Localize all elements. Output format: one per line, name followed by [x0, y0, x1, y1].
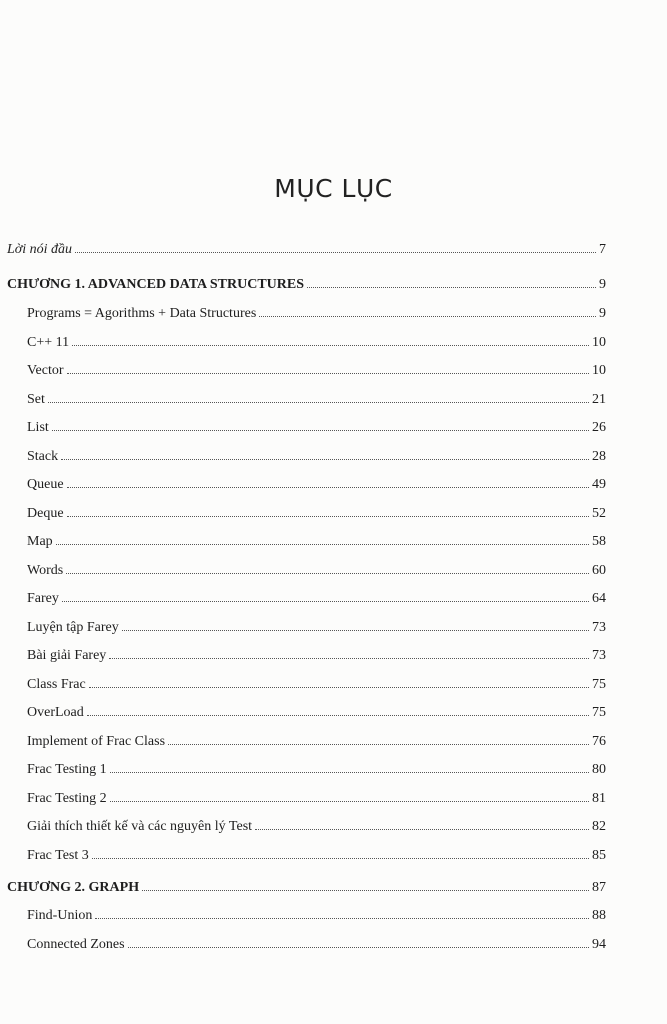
toc-entry[interactable] — [27, 416, 606, 436]
toc-entry-label: Luyện tập Farey — [27, 619, 119, 635]
toc-page-number: 10 — [592, 363, 606, 378]
toc-entry[interactable] — [27, 787, 606, 807]
toc-entry-label: Map — [27, 534, 53, 549]
toc-entry[interactable] — [27, 815, 606, 835]
dot-leader — [168, 730, 589, 745]
dot-leader — [62, 587, 589, 602]
toc-entry-label: Class Frac — [27, 676, 86, 692]
toc-entry[interactable] — [27, 331, 606, 351]
dot-leader — [110, 758, 589, 773]
toc-entry-label: Giải thích thiết kế và các nguyên lý Test — [27, 819, 253, 834]
toc-page-number: 82 — [592, 819, 606, 834]
dot-leader — [66, 559, 589, 574]
toc-entry-preface[interactable] — [7, 238, 606, 258]
toc-page-number: 76 — [592, 733, 606, 749]
dot-leader — [109, 644, 589, 659]
toc-page-number: 73 — [592, 648, 606, 663]
toc-entry-label: List — [27, 420, 49, 435]
toc-entry-label: Vector — [27, 363, 64, 378]
toc-chapter-label: CHƯƠNG 1. ADVANCED DATA STRUCTURES — [7, 277, 305, 292]
toc-entry[interactable] — [27, 359, 606, 379]
toc-page-number: 81 — [592, 790, 606, 806]
toc-page-number: 21 — [592, 391, 606, 407]
toc-entry-label: C++ 11 — [27, 334, 70, 350]
toc-page-number: 58 — [592, 534, 606, 549]
toc-chapter-1[interactable] — [7, 273, 606, 293]
toc-entry-label: Implement of Frac Class — [27, 733, 166, 749]
dot-leader — [56, 530, 589, 545]
toc-page-number: 49 — [592, 477, 606, 492]
dot-leader — [128, 933, 589, 948]
toc-entry-label: Stack — [27, 448, 59, 464]
toc-entry-label: Set — [27, 391, 45, 407]
dot-leader — [89, 673, 589, 688]
toc-entry[interactable] — [27, 730, 606, 750]
toc-page-number: 52 — [592, 505, 606, 521]
toc-entry-label: Find-Union — [27, 908, 93, 923]
toc-chapter-label: CHƯƠNG 2. GRAPH — [7, 880, 140, 895]
toc-entry-label: OverLoad — [27, 705, 84, 720]
dot-leader — [67, 473, 589, 488]
toc-entry[interactable] — [27, 933, 606, 953]
toc-entry[interactable] — [27, 445, 606, 465]
page-title: MỤC LỤC — [274, 174, 393, 203]
toc-entry[interactable] — [27, 644, 606, 664]
toc-entry[interactable] — [27, 673, 606, 693]
toc-entry[interactable] — [27, 302, 606, 322]
dot-leader — [92, 844, 589, 859]
toc-entry-label: Deque — [27, 505, 64, 521]
toc-entry-label: Lời nói đầu — [7, 242, 73, 257]
dot-leader — [259, 302, 596, 317]
dot-leader — [61, 445, 589, 460]
dot-leader — [67, 359, 589, 374]
dot-leader — [52, 416, 589, 431]
dot-leader — [307, 273, 596, 288]
toc-entry[interactable] — [27, 844, 606, 864]
toc-page-number: 10 — [592, 334, 606, 350]
toc-page-number: 28 — [592, 448, 606, 464]
toc-chapter-2[interactable] — [7, 876, 606, 896]
toc-entry-label: Farey — [27, 591, 59, 606]
toc-entry-label: Frac Test 3 — [27, 847, 89, 863]
toc-page-number: 88 — [592, 908, 606, 923]
dot-leader — [48, 388, 589, 403]
toc-entry-label: Bài giải Farey — [27, 648, 107, 663]
toc-entry[interactable] — [27, 502, 606, 522]
dot-leader — [87, 701, 589, 716]
dot-leader — [142, 876, 589, 891]
toc-entry[interactable] — [27, 388, 606, 408]
toc-page-number: 9 — [599, 277, 606, 292]
toc-entry-label: Words — [27, 562, 64, 578]
toc-entry[interactable] — [27, 701, 606, 721]
toc-page-number: 75 — [592, 705, 606, 720]
dot-leader — [72, 331, 589, 346]
toc-entry-label: Frac Testing 1 — [27, 762, 107, 777]
toc-entry[interactable] — [27, 616, 606, 636]
toc-page-number: 60 — [592, 562, 606, 578]
toc-page-number: 64 — [592, 591, 606, 606]
toc-entry[interactable] — [27, 904, 606, 924]
dot-leader — [110, 787, 589, 802]
dot-leader — [67, 502, 589, 517]
toc-entry[interactable] — [27, 587, 606, 607]
toc-entry-label: Programs = Agorithms + Data Structures — [27, 306, 257, 321]
toc-entry-label: Connected Zones — [27, 936, 125, 952]
toc-page-number: 80 — [592, 762, 606, 777]
toc-page-number: 73 — [592, 619, 606, 635]
toc-page-number: 87 — [592, 880, 606, 895]
toc-page-number: 75 — [592, 676, 606, 692]
toc-entry[interactable] — [27, 473, 606, 493]
toc-page-number: 94 — [592, 936, 606, 952]
dot-leader — [95, 904, 589, 919]
dot-leader — [75, 238, 596, 253]
toc-entry[interactable] — [27, 559, 606, 579]
toc-page-number: 7 — [599, 242, 606, 257]
toc-entry[interactable] — [27, 758, 606, 778]
toc-page-number: 9 — [599, 306, 606, 321]
toc-page-number: 26 — [592, 420, 606, 435]
toc-page-number: 85 — [592, 847, 606, 863]
dot-leader — [255, 815, 589, 830]
toc-entry[interactable] — [27, 530, 606, 550]
dot-leader — [122, 616, 589, 631]
toc-entry-label: Queue — [27, 477, 64, 492]
toc-entry-label: Frac Testing 2 — [27, 790, 107, 806]
